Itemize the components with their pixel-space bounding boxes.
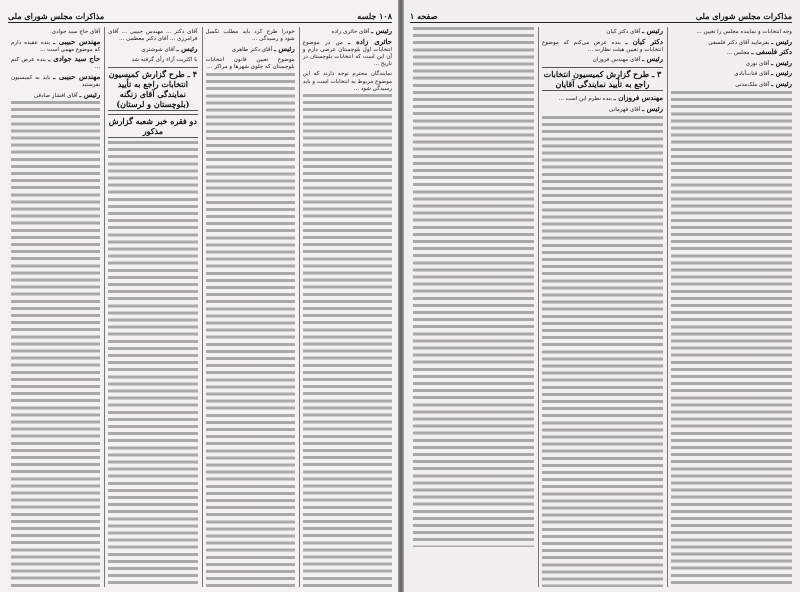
paragraph-text: بنده عرض می‌کنم که موضوع انتخابات و تعیین هیئت نظارت ... xyxy=(542,39,663,53)
paragraph xyxy=(108,55,197,64)
right-page-columns xyxy=(410,27,792,587)
paragraph-text: بفرمایید آقای دکتر فلسفی xyxy=(708,39,770,46)
speaker-label: رئیس ـ xyxy=(176,43,198,53)
paragraph xyxy=(671,48,792,57)
paragraph-text: نمایندگان محترم توجه دارند که این موضوع مربوط به انتخابات است و باید رسیدگی شود ... xyxy=(302,71,392,92)
paragraph-text: آقای دکتر ... مهندس حبیبی ... آقای فرامرزی ... آقای دکتر معظمی ... xyxy=(108,29,198,43)
section-heading: ۳ ـ طرح گزارش کمیسیون انتخابات راجع به تأیید نمایندگی آقایان xyxy=(543,69,662,90)
paragraph xyxy=(108,27,197,43)
paragraph xyxy=(671,69,792,78)
filler-text xyxy=(108,141,197,587)
speaker-label: رئیس ـ xyxy=(642,103,663,113)
left-header-page-number: ۱۰۸ جلسه xyxy=(357,11,392,21)
paragraph xyxy=(11,38,100,54)
right-column-2 xyxy=(538,27,663,587)
paragraph-text: بنده عقیده دارم که موضوع مهمی است ... xyxy=(11,39,101,53)
paragraph xyxy=(206,55,295,71)
filler-text xyxy=(413,27,534,547)
paragraph-text: بنده نظرم این است ... xyxy=(558,96,612,103)
left-page-columns xyxy=(8,27,392,587)
right-page-header xyxy=(410,10,792,23)
paragraph-text: آقای حاج سید جوادی xyxy=(51,29,101,35)
paragraph-text: آقای قنات‌آبادی xyxy=(734,71,770,78)
right-column-3 xyxy=(410,27,534,587)
paragraph xyxy=(671,80,792,89)
filler-text xyxy=(671,91,792,587)
speaker-label: حائری زاده ـ xyxy=(348,36,392,46)
left-column-4 xyxy=(8,27,100,587)
paragraph xyxy=(542,55,663,64)
speaker-label: رئیس ـ xyxy=(79,89,101,99)
paragraph xyxy=(303,27,392,36)
paragraph-text: باید به کمیسیون بفرستید xyxy=(11,74,101,89)
paragraph xyxy=(542,94,663,103)
speaker-label: رئیس ـ xyxy=(273,43,295,53)
speaker-label: رئیس ـ xyxy=(642,27,663,35)
right-page xyxy=(404,0,800,592)
paragraph xyxy=(206,45,295,54)
left-page-header xyxy=(8,10,392,23)
paragraph-text: آقای نوری xyxy=(745,60,770,67)
right-header-page-number: صفحه ۱ xyxy=(410,11,438,21)
paragraph-text: مجلس ... xyxy=(726,50,750,57)
paragraph xyxy=(542,105,663,114)
paragraph-text: با اکثریت آراء رأی گرفته شد xyxy=(131,57,198,64)
speaker-label: مهندس فروزان ـ xyxy=(613,93,663,103)
paragraph-text: آقای مهندس فروزان xyxy=(592,57,641,64)
right-header-title: مذاکرات مجلس شورای ملی xyxy=(695,11,792,21)
paragraph-text: وجه انتخابات و نماینده مجلس را تعیین ... xyxy=(696,29,792,35)
left-column-2 xyxy=(202,27,295,587)
paragraph-text: آقای دکتر طاهری xyxy=(231,46,273,53)
paragraph-text: آقای شوشتری xyxy=(141,46,175,53)
left-page xyxy=(0,0,398,592)
filler-text xyxy=(11,101,100,587)
paragraph-text: آقای ملک‌مدنی xyxy=(735,81,770,88)
paragraph xyxy=(11,73,100,89)
paragraph-text: بنده عرض کنم ... xyxy=(11,57,101,71)
filler-text xyxy=(542,116,663,587)
speaker-label: مهندس حبیبی ـ xyxy=(53,36,101,46)
paragraph xyxy=(671,27,792,36)
paragraph-text: آقای قهرمانی xyxy=(609,106,641,113)
speaker-label: رئیس ـ xyxy=(771,68,792,78)
paragraph-text: خودرا طرح کرد باید مطلب تکمیل شود و رسیدگی ... xyxy=(205,29,295,43)
paragraph xyxy=(671,38,792,47)
paragraph-text: من در موضوع انتخابات اول بلوچستان عرضی دارم و آن این است که انتخابات بلوچستان در تاریخ ... xyxy=(302,39,392,67)
speaker-label: رئیس ـ xyxy=(771,78,792,88)
speaker-label: حاج سید جوادی ـ xyxy=(48,54,101,64)
speaker-label: رئیس ـ xyxy=(642,54,663,64)
left-column-3 xyxy=(104,27,197,587)
paragraph xyxy=(542,38,663,54)
speaker-label: مهندس حبیبی ـ xyxy=(53,71,101,81)
filler-text xyxy=(303,94,392,587)
paragraph xyxy=(11,27,100,36)
paragraph-text: آقای حائری زاده xyxy=(331,29,370,35)
section-heading: ۴ ـ طرح گزارش کمیسیون انتخابات راجع به تأیید نمایندگی آقای زنگنه (بلوچستان و لرستان) xyxy=(108,69,197,110)
speaker-label: دکتر کیان ـ xyxy=(625,36,663,46)
left-header-title: مذاکرات مجلس شورای ملی xyxy=(8,11,105,21)
paragraph xyxy=(11,55,100,71)
left-column-1 xyxy=(299,27,392,587)
paragraph xyxy=(303,69,392,92)
right-column-1 xyxy=(667,27,792,587)
section-subheading: دو فقره خبر شعبه گزارش مذکور xyxy=(108,116,197,137)
paragraph xyxy=(542,27,663,36)
filler-text xyxy=(206,73,295,587)
paragraph xyxy=(11,91,100,100)
paragraph xyxy=(671,59,792,68)
paragraph xyxy=(303,38,392,68)
paragraph xyxy=(206,27,295,43)
paragraph-text: آقای افشار صادقی xyxy=(33,92,78,99)
paragraph xyxy=(108,45,197,54)
speaker-label: رئیس ـ xyxy=(771,36,792,46)
speaker-label: رئیس ـ xyxy=(771,57,792,67)
speaker-label: دکتر فلسفی ـ xyxy=(751,47,792,57)
paragraph-text: آقای دکتر کیان xyxy=(606,29,641,35)
speaker-label: رئیس ـ xyxy=(371,27,392,35)
paragraph-text: موضوع تعیین قانون انتخابات بلوچستان که جلوی شهرها و مراکز ... xyxy=(205,57,295,71)
